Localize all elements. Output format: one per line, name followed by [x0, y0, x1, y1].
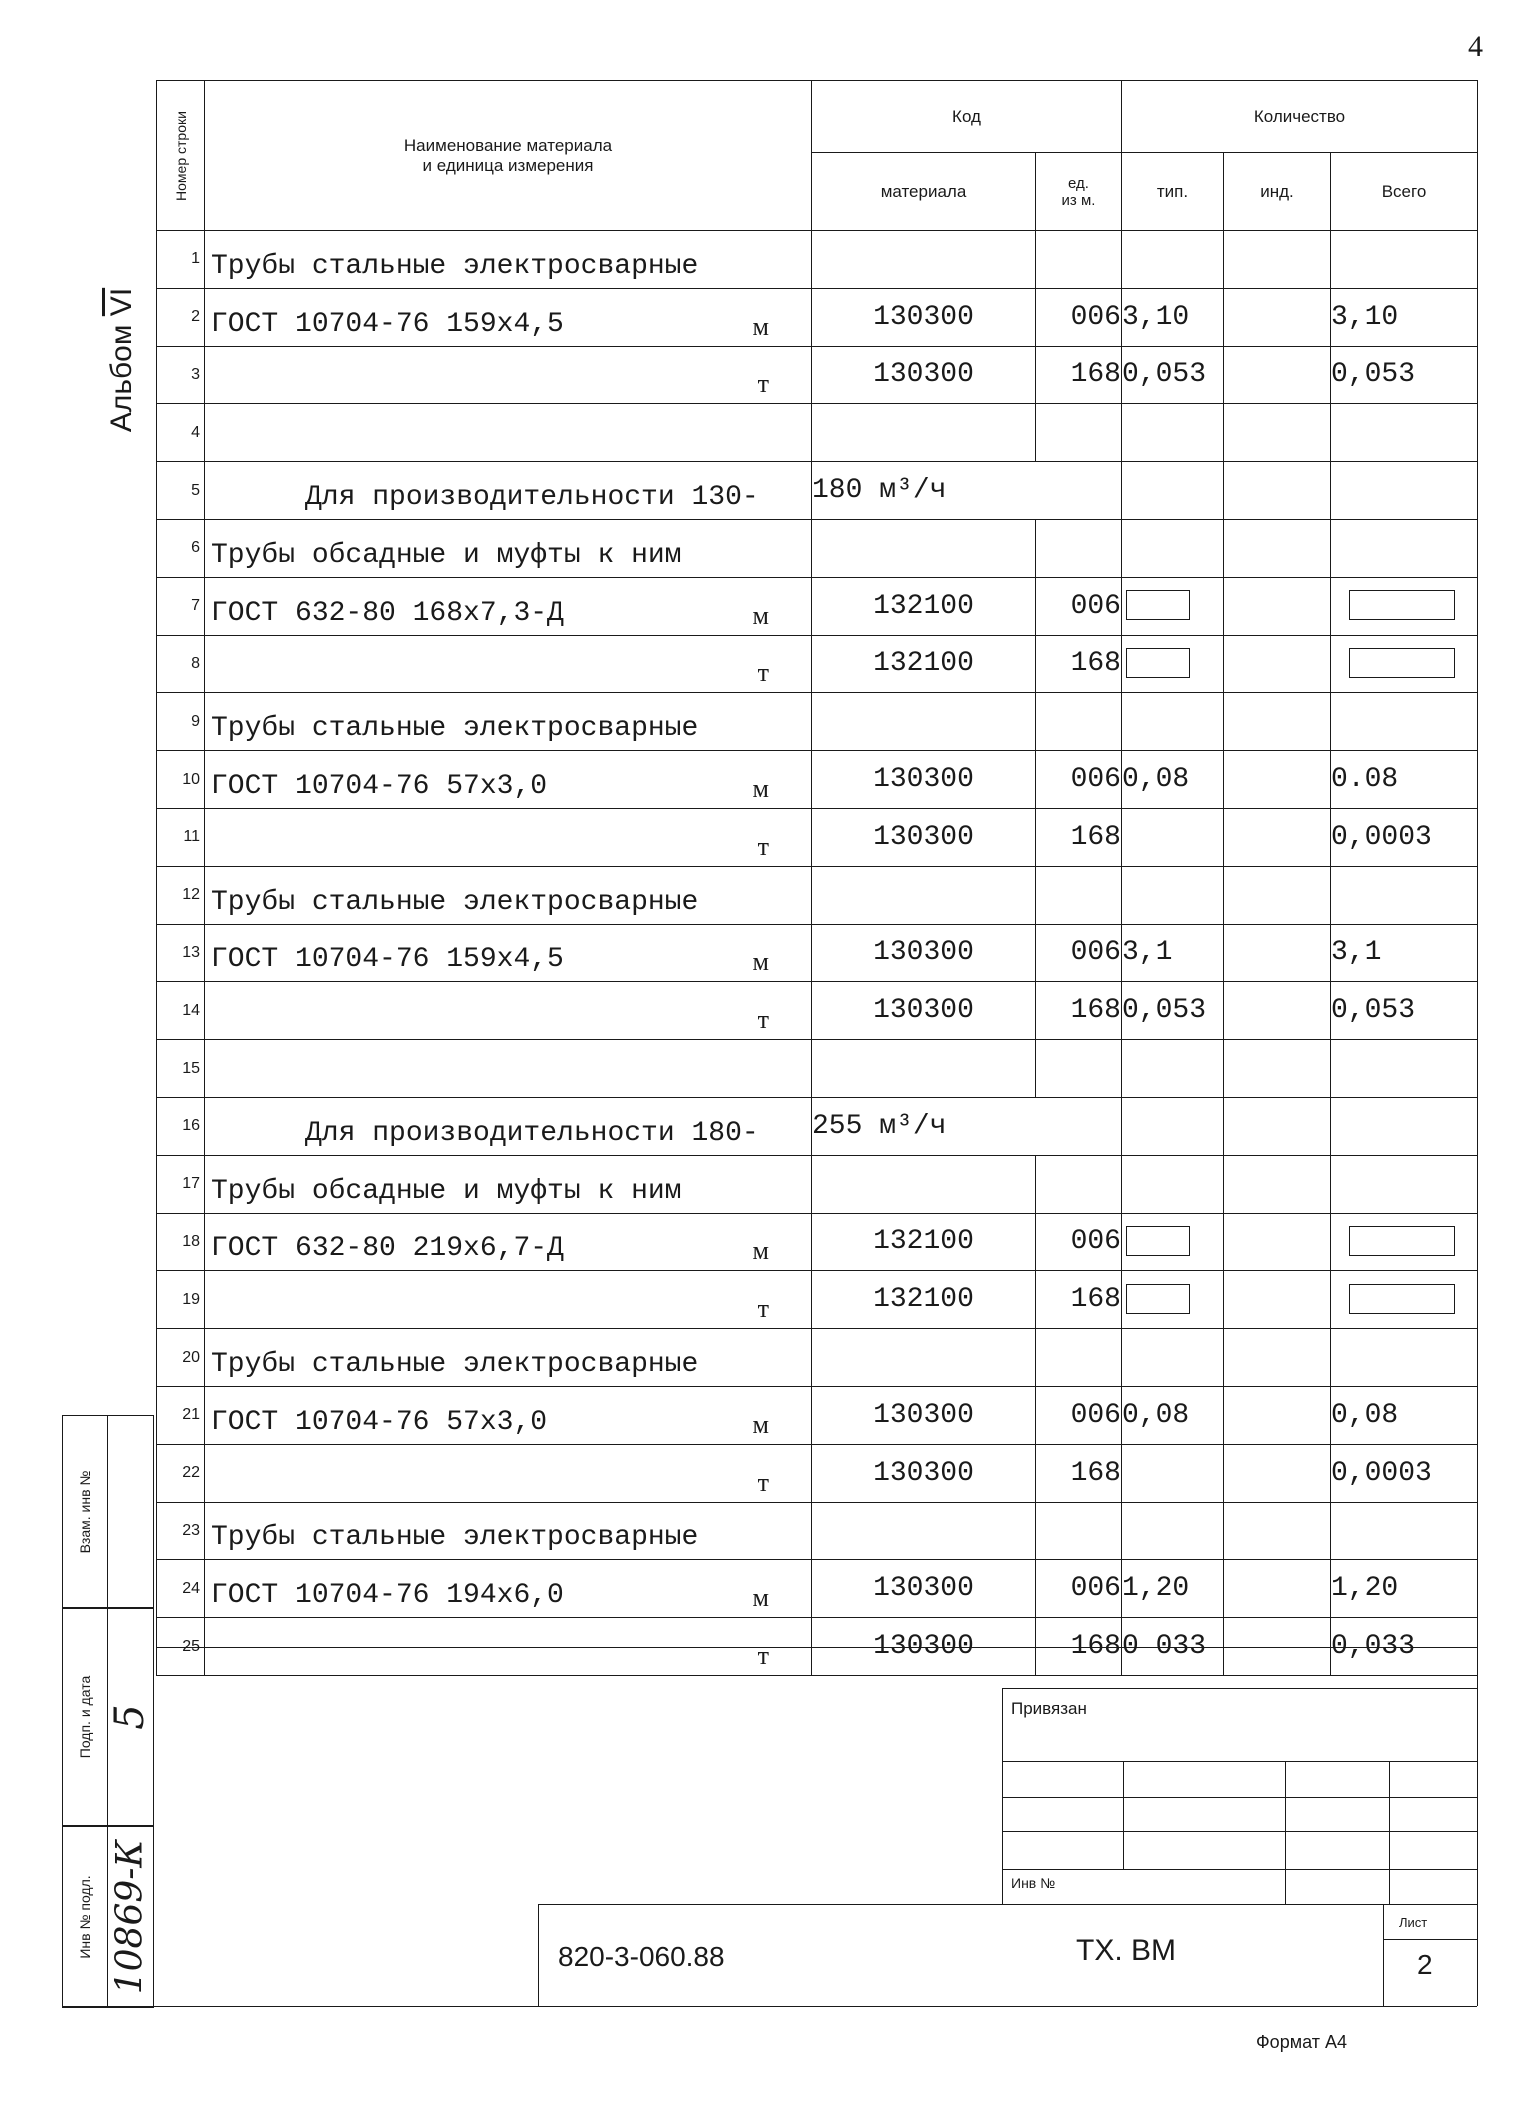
material-name-cell	[205, 1386, 812, 1444]
qty-ind	[1224, 519, 1331, 577]
qty-ind	[1224, 1386, 1331, 1444]
material-name: Трубы обсадные и муфты к ним	[211, 539, 682, 571]
material-code: 130300	[812, 288, 1036, 346]
table-row	[157, 924, 1478, 982]
blank-box	[1349, 1284, 1455, 1314]
qty-typ: 0,053	[1122, 346, 1224, 404]
material-name-cell	[205, 577, 812, 635]
table-row	[157, 982, 1478, 1040]
qty-total	[1331, 404, 1478, 462]
unit-code: 168	[1036, 808, 1122, 866]
qty-total: 3,10	[1331, 288, 1478, 346]
qty-typ	[1122, 1155, 1224, 1213]
qty-typ-header: тип.	[1122, 153, 1224, 231]
unit-of-measure: м	[752, 1583, 769, 1613]
qty-typ-cell	[1122, 1097, 1224, 1155]
unit-code: 168	[1036, 1618, 1122, 1676]
unit-code: 168	[1036, 635, 1122, 693]
material-code	[812, 1502, 1036, 1560]
qty-ind	[1224, 1271, 1331, 1329]
qty-ind	[1224, 1040, 1331, 1098]
unit-code: 006	[1036, 288, 1122, 346]
bound-label: Привязан	[1011, 1699, 1087, 1718]
qty-total: 0,053	[1331, 346, 1478, 404]
material-name: ГОСТ 10704-76 57х3,0	[211, 770, 548, 802]
material-code: 130300	[812, 346, 1036, 404]
qty-ind	[1224, 1444, 1331, 1502]
qty-typ: 1,20	[1122, 1560, 1224, 1618]
format-label: Формат А4	[1256, 2032, 1347, 2052]
material-code: 130300	[812, 1560, 1036, 1618]
qty-typ	[1122, 635, 1224, 693]
qty-total-header: Всего	[1331, 153, 1478, 231]
material-name: ГОСТ 10704-76 194х6,0	[211, 1580, 564, 1612]
qty-ind	[1224, 288, 1331, 346]
material-name-cell	[205, 288, 812, 346]
material-name: ГОСТ 632-80 168х7,3-Д	[211, 597, 564, 629]
row-number: 6	[157, 519, 205, 577]
row-number: 10	[157, 751, 205, 809]
table-row	[157, 1040, 1478, 1098]
qty-ind	[1224, 1213, 1331, 1271]
row-number: 1	[157, 231, 205, 289]
material-code: 132100	[812, 577, 1036, 635]
qty-typ	[1122, 1040, 1224, 1098]
qty-total: 1,20	[1331, 1560, 1478, 1618]
qty-typ	[1122, 693, 1224, 751]
document-mark: ТХ. ВМ	[1076, 1934, 1177, 1967]
qty-ind	[1224, 866, 1331, 924]
material-name: ГОСТ 10704-76 159х4,5	[211, 944, 564, 976]
material-name: Трубы стальные электросварные	[211, 886, 699, 918]
table-body	[157, 231, 1478, 1676]
qty-ind	[1224, 751, 1331, 809]
qty-typ: 3,10	[1122, 288, 1224, 346]
row-number: 5	[157, 462, 205, 520]
unit-code	[1036, 1329, 1122, 1387]
qty-ind	[1224, 924, 1331, 982]
unit-of-measure: м	[752, 600, 769, 630]
qty-total	[1331, 866, 1478, 924]
material-code	[812, 866, 1036, 924]
row-number: 16	[157, 1097, 205, 1155]
unit-of-measure: м	[752, 311, 769, 341]
sheet-number: 2	[1417, 1949, 1433, 1980]
material-code	[812, 693, 1036, 751]
blank-box	[1126, 1284, 1190, 1314]
material-name: Трубы стальные электросварные	[211, 713, 699, 745]
unit-code	[1036, 1155, 1122, 1213]
material-name-cell	[205, 751, 812, 809]
binding-box	[1002, 1688, 1478, 1905]
unit-of-measure: т	[757, 1294, 769, 1324]
material-name-cell	[205, 866, 812, 924]
qty-total	[1331, 1155, 1478, 1213]
table-row	[157, 231, 1478, 289]
unit-code: 168	[1036, 346, 1122, 404]
row-number: 4	[157, 404, 205, 462]
material-name-cell	[205, 346, 812, 404]
row-number: 20	[157, 1329, 205, 1387]
code-unit-cell	[1036, 462, 1122, 520]
unit-code: 006	[1036, 1213, 1122, 1271]
qty-total: 0,053	[1331, 982, 1478, 1040]
qty-total	[1331, 1040, 1478, 1098]
material-name-cell	[205, 1444, 812, 1502]
qty-typ	[1122, 519, 1224, 577]
qty-total	[1331, 1213, 1478, 1271]
material-name: Трубы стальные электросварные	[211, 1348, 699, 1380]
qty-ind	[1224, 635, 1331, 693]
sheet-label: Лист	[1399, 1915, 1428, 1930]
replace-inv-field: Взам. инв №	[62, 1415, 154, 1609]
qty-ind-cell	[1224, 462, 1331, 520]
material-name-cell	[205, 1329, 812, 1387]
qty-typ	[1122, 866, 1224, 924]
material-name-cell	[205, 982, 812, 1040]
album-label: Альбом $\overline{VI}$	[105, 287, 138, 433]
blank-box	[1349, 648, 1455, 678]
qty-typ	[1122, 1444, 1224, 1502]
material-name-cell	[205, 1040, 812, 1098]
row-number: 23	[157, 1502, 205, 1560]
unit-code	[1036, 866, 1122, 924]
row-number: 8	[157, 635, 205, 693]
table-row	[157, 808, 1478, 866]
qty-total: 3,1	[1331, 924, 1478, 982]
unit-code	[1036, 519, 1122, 577]
blank-box	[1126, 1226, 1190, 1256]
qty-ind	[1224, 808, 1331, 866]
row-number: 24	[157, 1560, 205, 1618]
unit-code: 168	[1036, 1271, 1122, 1329]
row-number: 12	[157, 866, 205, 924]
qty-total: 0,0003	[1331, 1444, 1478, 1502]
material-code	[812, 231, 1036, 289]
unit-of-measure: т	[757, 658, 769, 688]
table-row	[157, 404, 1478, 462]
unit-code	[1036, 1040, 1122, 1098]
qty-typ	[1122, 1213, 1224, 1271]
material-code: 132100	[812, 1213, 1036, 1271]
qty-typ	[1122, 1271, 1224, 1329]
table-row	[157, 519, 1478, 577]
material-name-cell	[205, 635, 812, 693]
page-number: 4	[1468, 30, 1483, 63]
material-code: 132100	[812, 1271, 1036, 1329]
material-name-cell	[205, 404, 812, 462]
qty-ind	[1224, 1329, 1331, 1387]
row-number: 25	[157, 1618, 205, 1676]
unit-of-measure: т	[757, 1467, 769, 1497]
table-row	[157, 866, 1478, 924]
material-name: ГОСТ 10704-76 159х4,5	[211, 308, 564, 340]
material-code: 130300	[812, 982, 1036, 1040]
material-name-cell	[205, 1213, 812, 1271]
table-row	[157, 577, 1478, 635]
orig-inv-field: Инв № подл. 10869-К	[62, 1825, 154, 2008]
qty-ind	[1224, 346, 1331, 404]
unit-of-measure: м	[752, 947, 769, 977]
qty-total	[1331, 231, 1478, 289]
table-row	[157, 1155, 1478, 1213]
qty-total	[1331, 519, 1478, 577]
row-number-header: Номер строки	[157, 81, 205, 231]
material-code	[812, 1155, 1036, 1213]
table-row	[157, 1502, 1478, 1560]
blank-box	[1349, 590, 1455, 620]
material-code: 130300	[812, 751, 1036, 809]
material-name: Трубы стальные электросварные	[211, 250, 699, 282]
table-row	[157, 462, 1478, 520]
row-number: 21	[157, 1386, 205, 1444]
qty-ind	[1224, 231, 1331, 289]
qty-typ: 0,08	[1122, 751, 1224, 809]
qty-ind-cell	[1224, 1097, 1331, 1155]
material-code: 130300	[812, 1386, 1036, 1444]
unit-code: 006	[1036, 1386, 1122, 1444]
table-row	[157, 1271, 1478, 1329]
code-unit-cell	[1036, 1097, 1122, 1155]
qty-typ	[1122, 808, 1224, 866]
unit-code: 006	[1036, 924, 1122, 982]
material-code	[812, 1329, 1036, 1387]
row-number: 15	[157, 1040, 205, 1098]
blank-box	[1126, 648, 1190, 678]
qty-typ	[1122, 1329, 1224, 1387]
material-code: 130300	[812, 1444, 1036, 1502]
material-name-cell	[205, 808, 812, 866]
material-name-cell	[205, 924, 812, 982]
qty-total: 0,08	[1331, 1386, 1478, 1444]
unit-of-measure: т	[757, 1640, 769, 1670]
qty-total: 0,0003	[1331, 808, 1478, 866]
material-name-cell	[205, 1155, 812, 1213]
table-row	[157, 1386, 1478, 1444]
unit-code	[1036, 231, 1122, 289]
material-code	[812, 519, 1036, 577]
qty-ind	[1224, 1502, 1331, 1560]
unit-code	[1036, 1502, 1122, 1560]
qty-ind	[1224, 577, 1331, 635]
unit-of-measure: т	[757, 1005, 769, 1035]
unit-of-measure: м	[752, 1409, 769, 1439]
quantity-header: Количество	[1122, 81, 1478, 153]
materials-table	[156, 80, 1478, 1676]
row-number: 11	[157, 808, 205, 866]
table-row	[157, 1329, 1478, 1387]
qty-ind	[1224, 404, 1331, 462]
qty-ind	[1224, 693, 1331, 751]
unit-code: 168	[1036, 982, 1122, 1040]
qty-typ	[1122, 1502, 1224, 1560]
table-row	[157, 346, 1478, 404]
unit-of-measure: м	[752, 1236, 769, 1266]
qty-typ	[1122, 577, 1224, 635]
material-name: Трубы стальные электросварные	[211, 1522, 699, 1554]
blank-box	[1126, 590, 1190, 620]
qty-total: 0,033	[1331, 1618, 1478, 1676]
qty-total	[1331, 693, 1478, 751]
table-row	[157, 1097, 1478, 1155]
material-name-cell	[205, 1502, 812, 1560]
material-code: 130300	[812, 924, 1036, 982]
qty-ind	[1224, 1155, 1331, 1213]
unit-of-measure: м	[752, 773, 769, 803]
section-heading-range: 255 м³/ч	[812, 1097, 1036, 1155]
qty-total	[1331, 577, 1478, 635]
unit-of-measure: т	[757, 831, 769, 861]
unit-code	[1036, 693, 1122, 751]
row-number: 18	[157, 1213, 205, 1271]
row-number: 14	[157, 982, 205, 1040]
qty-total-cell	[1331, 462, 1478, 520]
material-name-cell	[205, 1271, 812, 1329]
document-code: 820-3-060.88	[558, 1941, 725, 1972]
qty-typ	[1122, 404, 1224, 462]
code-header: Код	[812, 81, 1122, 153]
row-number: 7	[157, 577, 205, 635]
material-name: ГОСТ 632-80 219х6,7-Д	[211, 1233, 564, 1265]
qty-total: 0.08	[1331, 751, 1478, 809]
sign-date-field: Подп. и дата 5	[62, 1607, 154, 1827]
qty-total	[1331, 635, 1478, 693]
material-code	[812, 404, 1036, 462]
divider	[156, 1647, 1477, 1648]
table-row	[157, 288, 1478, 346]
section-heading: Для производительности 180-	[205, 1097, 812, 1155]
qty-typ: 3,1	[1122, 924, 1224, 982]
material-code	[812, 1040, 1036, 1098]
unit-code: 006	[1036, 1560, 1122, 1618]
material-code: 130300	[812, 808, 1036, 866]
table-row	[157, 1560, 1478, 1618]
qty-total-cell	[1331, 1097, 1478, 1155]
qty-typ: 0 033	[1122, 1618, 1224, 1676]
qty-typ	[1122, 231, 1224, 289]
unit-of-measure: т	[757, 369, 769, 399]
qty-total	[1331, 1502, 1478, 1560]
section-heading-range: 180 м³/ч	[812, 462, 1036, 520]
qty-total	[1331, 1329, 1478, 1387]
row-number: 9	[157, 693, 205, 751]
qty-ind	[1224, 1560, 1331, 1618]
material-name: ГОСТ 10704-76 57х3,0	[211, 1406, 548, 1438]
material-name-cell	[205, 231, 812, 289]
row-number: 13	[157, 924, 205, 982]
section-heading: Для производительности 130-	[205, 462, 812, 520]
code-material-header: материала	[812, 153, 1036, 231]
unit-code	[1036, 404, 1122, 462]
table-row	[157, 751, 1478, 809]
qty-typ-cell	[1122, 462, 1224, 520]
qty-total	[1331, 1271, 1478, 1329]
qty-ind	[1224, 982, 1331, 1040]
inv-label: Инв №	[1011, 1875, 1056, 1891]
unit-code: 006	[1036, 751, 1122, 809]
blank-box	[1349, 1226, 1455, 1256]
material-code: 130300	[812, 1618, 1036, 1676]
table-row	[157, 1213, 1478, 1271]
qty-typ: 0,08	[1122, 1386, 1224, 1444]
material-name-cell	[205, 693, 812, 751]
qty-ind-header: инд.	[1224, 153, 1331, 231]
material-name-cell	[205, 519, 812, 577]
row-number: 17	[157, 1155, 205, 1213]
material-code: 132100	[812, 635, 1036, 693]
qty-typ: 0,053	[1122, 982, 1224, 1040]
table-row	[157, 1444, 1478, 1502]
table-row	[157, 635, 1478, 693]
row-number: 2	[157, 288, 205, 346]
name-header: Наименование материала и единица измерения	[205, 81, 812, 231]
table-row	[157, 693, 1478, 751]
row-number: 19	[157, 1271, 205, 1329]
material-name: Трубы обсадные и муфты к ним	[211, 1175, 682, 1207]
unit-code: 168	[1036, 1444, 1122, 1502]
row-number: 3	[157, 346, 205, 404]
code-unit-header: ед. из м.	[1036, 153, 1122, 231]
row-number: 22	[157, 1444, 205, 1502]
unit-code: 006	[1036, 577, 1122, 635]
material-name-cell	[205, 1560, 812, 1618]
